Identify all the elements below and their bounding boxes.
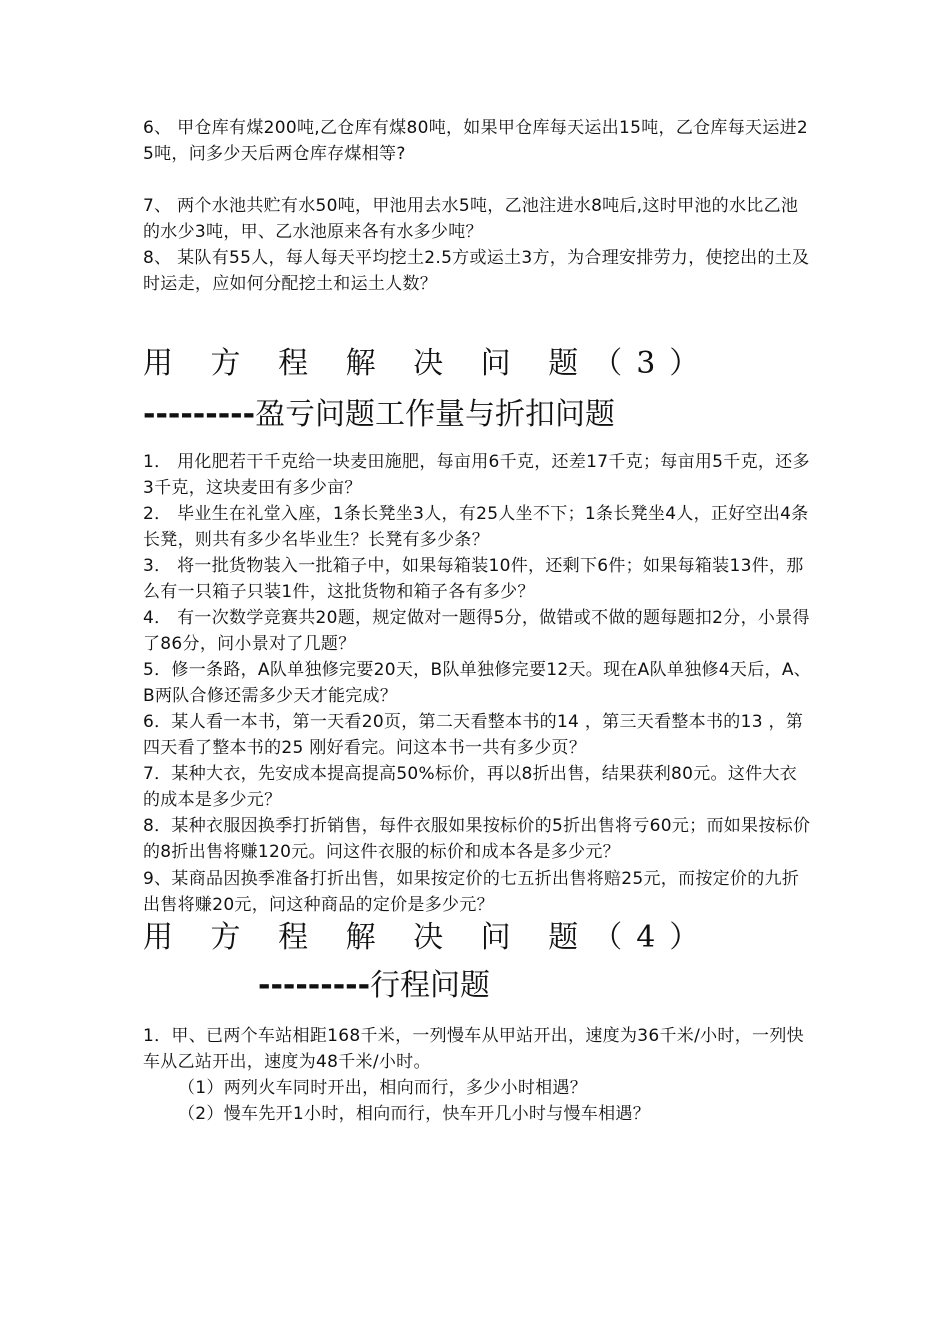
s4-question-1-part-2: （2）慢车先开1小时，相向而行，快车开几小时与慢车相遇？ — [178, 1104, 651, 1124]
s4-question-1: 1．甲、已两个车站相距168千米，一列慢车从甲站开出，速度为36千米/小时，一列快车从乙站开出，速度为48千米/小时。 — [143, 1026, 804, 1072]
s3-question-5: 5．修一条路，A队单独修完要20天，B队单独修完要12天。现在A队单独修4天后，A、B两队合修还需多少天才能完成？ — [143, 660, 812, 706]
s3-question-6: 6．某人看一本书，第一天看20页，第二天看整本书的14 ，第三天看整本书的13 ，第四天看了整本书的25 刚好看完。问这本书一共有多少页？ — [143, 712, 804, 758]
section-4-subtitle — [258, 966, 490, 1006]
subtitle-text: 盈亏问题工作量与折扣问题 — [255, 397, 616, 432]
s3-question-4: 4． 有一次数学竞赛共20题，规定做对一题得5分，做错或不做的题每题扣2分，小景得了86分，问小景对了几题？ — [143, 608, 810, 654]
section-4-title: 用 方 程 解 决 问 题（4） — [143, 920, 714, 955]
question-6: 6、 甲仓库有煤200吨,乙仓库有煤80吨，如果甲仓库每天运出15吨，乙仓库每天运进25吨，问多少天后两仓库存煤相等? — [143, 118, 809, 164]
subtitle-dashes: --------- — [258, 968, 371, 1003]
s3-question-1: 1． 用化肥若干千克给一块麦田施肥，每亩用6千克，还差17千克；每亩用5千克，还多3千克，这块麦田有多少亩？ — [143, 452, 810, 498]
question-7: 7、 两个水池共贮有水50吨，甲池用去水5吨，乙池注进水8吨后,这时甲池的水比乙池的水少3吨，甲、乙水池原来各有水多少吨？ — [143, 196, 799, 242]
s3-question-3: 3． 将一批货物装入一批箱子中，如果每箱装10件，还剩下6件；如果每箱装13件，那么有一只箱子只装1件，这批货物和箱子各有多少？ — [143, 556, 804, 602]
subtitle-dashes: --------- — [143, 397, 256, 432]
section-3-title: 用 方 程 解 决 问 题（3） — [143, 346, 714, 381]
question-8: 8、 某队有55人，每人每天平均挖土2.5方或运土3方，为合理安排劳力，使挖出的土及时运走，应如何分配挖土和运土人数？ — [143, 248, 810, 294]
s3-question-8: 8．某种衣服因换季打折销售，每件衣服如果按标价的5折出售将亏60元；而如果按标价的8折出售将赚120元。问这件衣服的标价和成本各是多少元？ — [143, 816, 811, 862]
section-3-subtitle — [143, 395, 615, 435]
s3-question-2: 2． 毕业生在礼堂入座，1条长凳坐3人，有25人坐不下；1条长凳坐4人，正好空出4条长凳，则共有多少名毕业生？长凳有多少条？ — [143, 504, 809, 550]
s3-question-9: 9、某商品因换季准备打折出售，如果按定价的七五折出售将赔25元，而按定价的九折出售将赚20元，问这种商品的定价是多少元？ — [143, 869, 800, 915]
s4-question-1-part-1: （1）两列火车同时开出，相向而行，多少小时相遇？ — [178, 1078, 588, 1098]
s3-question-7: 7．某种大衣，先安成本提高提高50%标价，再以8折出售，结果获利80元。这件大衣的成本是多少元？ — [143, 764, 798, 810]
subtitle-text: 行程问题 — [370, 968, 491, 1003]
